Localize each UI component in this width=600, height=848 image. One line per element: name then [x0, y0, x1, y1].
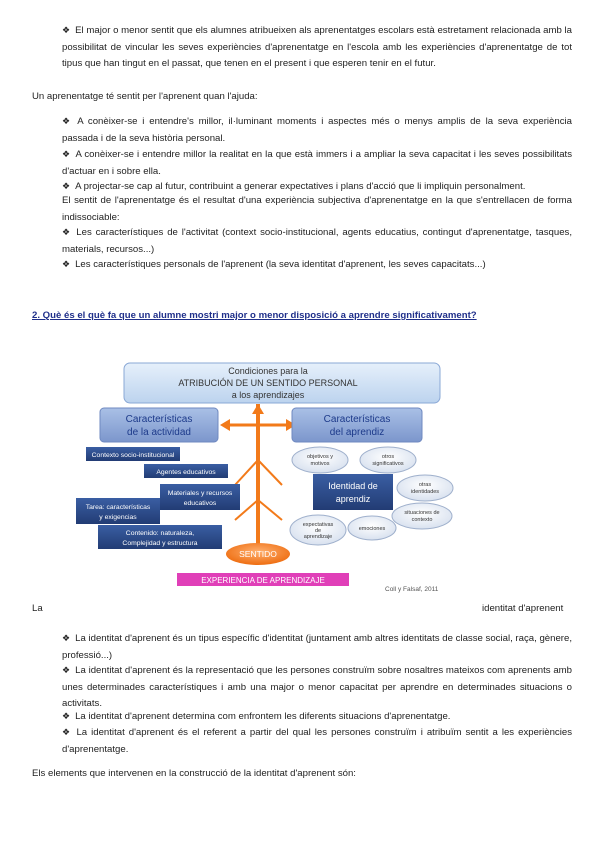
concept-oval — [292, 447, 348, 473]
help-bullet: ❖ A projectar-se cap al futur, contribuint a generar expectatives i plans d'acció que li impliquin personalment. — [62, 181, 526, 192]
arrow-up-icon — [252, 404, 264, 414]
item-label: Contenido: naturaleza, — [125, 530, 195, 537]
diagram-credit: Coll y Falsaf, 2011 — [385, 586, 439, 593]
oval-label: de — [314, 528, 322, 534]
activity-header-line: Características — [125, 414, 193, 425]
intro-bullet: ❖ El major o menor sentit que els alumnes atribueixen als aprenentatges escolars està estretament relacionada amb la possibilitat de vincular les seves experiències d'aprenentatge en l'escola amb les experiències d'aprenentatge de tot tipus que han tingut en el passat, que tenen en el present i que esperen tenir en el futur. — [62, 25, 572, 69]
bullet-diamond-icon: ❖ — [62, 25, 71, 35]
oval-label: otras — [418, 482, 432, 488]
experience-label: EXPERIENCIA DE APRENDIZAJE — [201, 576, 325, 585]
concept-oval — [360, 447, 416, 473]
identity-bullet: ❖ La identitat d'aprenent és la representació que les persones construïm sobre nosaltres mateixos com aprenents amb unes determinades característiques i amb una major o menor capacitat per aprendre en determinades situacions o activitats. — [62, 665, 572, 709]
characteristic-bullet: ❖ Les característiques de l'activitat (context socio-institucional, agents educatius, contingut d'aprenentatge, tasques, materials, recursos...) — [62, 227, 572, 255]
identity-label: aprendiz — [335, 494, 371, 504]
help-bullet: ❖ A conèixer-se i entendre millor la realitat en la que està immers i a ampliar la seva capacitat i les seves possibilitats d'actuar en i sobre ella. — [62, 149, 572, 177]
identity-bullet: ❖ La identitat d'aprenent és un tipus específic d'identitat (juntament amb altres identitats de classe social, raça, gènere, professió...) — [62, 633, 572, 661]
oval-label: aprendizaje — [303, 534, 333, 540]
oval-label: situaciones de — [404, 510, 440, 516]
characteristic-bullet: ❖ Les característiques personals de l'aprenent (la seva identitat d'aprenent, les seves capacitats...) — [62, 259, 486, 270]
oval-label: motivos — [310, 461, 330, 467]
oval-label: expectativas — [302, 522, 334, 528]
activity-header-line: de la actividad — [127, 427, 191, 438]
bullet-diamond-icon: ❖ — [62, 727, 72, 737]
learner-header-line: del aprendiz — [329, 427, 385, 438]
bullet-diamond-icon: ❖ — [62, 665, 71, 675]
bullet-diamond-icon: ❖ — [62, 633, 71, 643]
bullet-diamond-icon: ❖ — [62, 259, 71, 269]
orange-branch — [258, 500, 282, 520]
item-label: y exigencias — [99, 514, 137, 521]
item-label: Tarea: características — [85, 504, 151, 511]
elements-line: Els elements que intervenen en la construcció de la identitat d'aprenent són: — [32, 768, 356, 779]
concept-oval — [392, 503, 452, 529]
diagram-title-line: a los aprendizajes — [231, 390, 305, 400]
diagram-title-line: Condiciones para la — [228, 366, 308, 376]
identity-word: identitat d'aprenent — [482, 603, 564, 614]
identity-bullet: ❖ La identitat d'aprenent és el referent a partir del qual les persones construïm i atribuïm sentit a les experiències d'aprenentatge. — [62, 727, 572, 755]
bullet-diamond-icon: ❖ — [62, 116, 73, 126]
oval-label: emociones — [358, 526, 386, 532]
oval-label: identidades — [410, 489, 440, 495]
item-label: educativos — [183, 500, 217, 507]
bullet-diamond-icon: ❖ — [62, 181, 71, 191]
item-label: Contexto socio-institucional — [91, 452, 175, 459]
oval-label: significativos — [372, 461, 404, 467]
oval-label: otros — [381, 454, 395, 460]
bullet-diamond-icon: ❖ — [62, 711, 71, 721]
result-paragraph: El sentit de l'aprenentatge és el resultat d'una experiència subjectiva d'aprenentatge en la que s'entrellacen de forma indissociable: — [62, 195, 572, 223]
orange-branch — [258, 460, 282, 485]
identity-box — [313, 474, 393, 510]
identity-label: Identidad de — [328, 481, 378, 491]
sense-line: Un aprenentatge té sentit per l'aprenent quan l'ajuda: — [32, 91, 258, 102]
item-label: Agentes educativos — [156, 469, 216, 476]
sentido-label: SENTIDO — [239, 549, 277, 559]
learner-header-line: Características — [323, 414, 391, 425]
item-label: Complejidad y estructura — [122, 540, 198, 547]
bullet-diamond-icon: ❖ — [62, 227, 72, 237]
orange-branch — [235, 460, 258, 485]
diagram-title-line: ATRIBUCIÓN DE UN SENTIDO PERSONAL — [178, 378, 358, 388]
section-heading: 2. Què és el què fa que un alumne mostri major o menor disposició a aprendre significativament? — [32, 310, 477, 321]
oval-label: contexto — [411, 517, 433, 523]
help-bullet: ❖ A conèixer-se i entendre's millor, il·luminant moments i aspectes més o menys amplis de la seva experiència passada i de la seva història personal. — [62, 116, 572, 144]
oval-label: objetivos y — [307, 454, 333, 460]
identity-bullet: ❖ La identitat d'aprenent determina com enfrontem les diferents situacions d'aprenentatge. — [62, 711, 451, 722]
arrow-left-icon — [220, 419, 230, 431]
bullet-diamond-icon: ❖ — [62, 149, 71, 159]
la-word: La — [32, 603, 43, 614]
concept-oval — [397, 475, 453, 501]
item-label: Materiales y recursos — [167, 490, 233, 497]
